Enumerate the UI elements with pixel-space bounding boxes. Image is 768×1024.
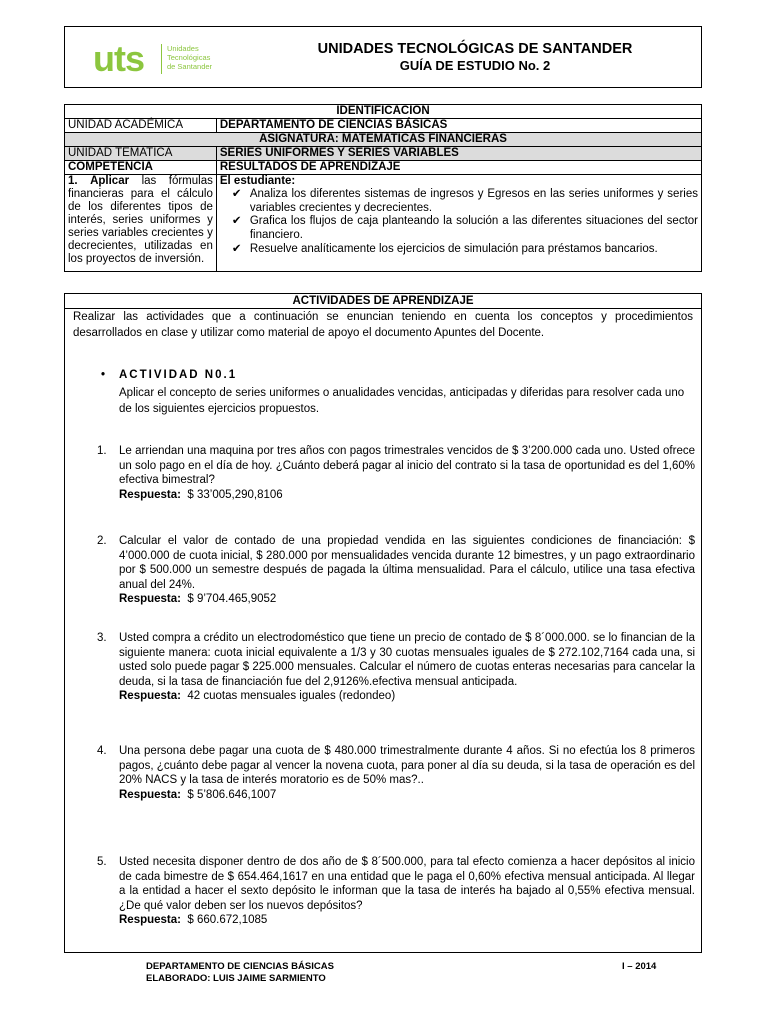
list-item	[220, 188, 698, 215]
list-item	[220, 215, 698, 242]
activity-title	[101, 369, 237, 381]
competencia-text: las fórmulas financieras para el cálculo de los diferentes tipos de interés, series uniformes y series variables crecientes y decrecientes, utilizadas en los proyectos de inversión.	[68, 175, 213, 265]
list-item	[220, 243, 698, 257]
unidad-academica-label: UNIDAD ACADÉMICA	[65, 119, 217, 133]
answer-value: $ 33’005,290,8106	[187, 488, 283, 501]
logo-tag-line-3: de Santander	[167, 62, 213, 71]
answer-value: $ 5’806.646,1007	[187, 788, 277, 801]
activities-heading: ACTIVIDADES DE APRENDIZAJE	[65, 294, 701, 309]
identification-table	[64, 104, 702, 272]
answer-label: Respuesta:	[119, 690, 181, 702]
activities-intro: Realizar las actividades que a continuación se enuncian teniendo en cuenta los conceptos y procedimientos desarrollados en clase y utilizar como material de apoyo el documento Apuntes del Docente.	[73, 311, 693, 339]
resultado-text: Analiza los diferentes sistemas de ingresos y Egresos en las series uniformes y series variables crecientes y decrecientes.	[249, 188, 698, 214]
checkmark-icon: ✔	[231, 215, 242, 228]
competencia-verb: Aplicar	[90, 175, 130, 187]
logo-divider	[161, 44, 162, 74]
activities-box	[64, 293, 702, 953]
answer-label: Respuesta:	[119, 788, 181, 801]
competencia-cell	[65, 175, 217, 272]
logo-tagline	[167, 44, 212, 71]
checkmark-icon: ✔	[231, 242, 242, 255]
checkmark-icon: ✔	[231, 188, 242, 200]
asignatura-row: ASIGNATURA: MATEMATICAS FINANCIERAS	[65, 133, 702, 147]
unidad-academica-value: DEPARTAMENTO DE CIENCIAS BÁSICAS	[216, 119, 701, 133]
exercise-2	[97, 534, 695, 607]
guide-title: GUÍA DE ESTUDIO No. 2	[399, 58, 551, 73]
activity-title-text: ACTIVIDAD N0.1	[119, 369, 238, 381]
exercise-number: 2.	[97, 535, 107, 547]
unidad-tematica-label: UNIDAD TEMATICA	[65, 147, 217, 161]
exercise-answer	[119, 689, 695, 704]
exercise-text: Usted compra a crédito un electrodoméstico que tiene un precio de contado de $ 8´000.000. se lo financian de la siguiente manera: cuota inicial equivalente a 1/3 y 30 cuotas mensuales iguales de $ 272.102,7164 cada una, si usted solo puede pagar $ 225.000 mensuales. Calcular el número de cuotas enteras necesarias para cancelar la deuda, si la tasa de financiación fue del 2,9126%.efectiva mensual anticipada.	[119, 632, 695, 688]
exercise-number: 3.	[97, 632, 107, 644]
exercise-text: Una persona debe pagar una cuota de $ 480.000 trimestralmente durante 4 años. Si no efectúa los 8 primeros pagos, ¿cuánto debe pagar al vencer la novena cuota, para poner al día su deuda, si la tasa de operación es del 20% NACS y la tasa de interés moratorio es de 50% mas?..	[119, 745, 695, 786]
exercise-4	[97, 744, 695, 802]
answer-label: Respuesta:	[119, 914, 181, 926]
estudiante-label: El estudiante:	[219, 175, 296, 187]
exercise-number: 1.	[97, 445, 107, 457]
document-header	[64, 26, 702, 88]
exercise-5	[97, 855, 695, 928]
exercise-text: Calcular el valor de contado de una propiedad vendida en las siguientes condiciones de financiación: $ 4’000.000 de cuota inicial, $ 280.000 por mensualidades vencida durante 12 bimestres, y un pago extraordinario por $ 500.000 un semestre después de pagada la última mensualidad. Para el cálculo, utilice una tasa efectiva anual del 24%.	[119, 535, 695, 591]
competencia-num: 1.	[68, 175, 78, 187]
footer-period: I – 2014	[622, 961, 657, 972]
exercise-answer	[119, 788, 695, 803]
logo-tag-line-2: Tecnológicas	[167, 53, 211, 62]
exercise-1	[97, 444, 695, 502]
answer-value: $ 660.672,1085	[187, 914, 268, 926]
resultados-label: RESULTADOS DE APRENDIZAJE	[216, 161, 701, 175]
resultados-cell	[216, 175, 701, 272]
resultado-text: Grafica los flujos de caja planteando la solución a las diferentes situaciones del sector financiero.	[249, 215, 698, 242]
institution-title: UNIDADES TECNOLÓGICAS DE SANTANDER	[317, 41, 633, 57]
exercise-answer	[119, 592, 695, 607]
logo-mark: uts	[93, 38, 144, 79]
bullet-icon: •	[101, 369, 108, 381]
exercise-number: 4.	[97, 745, 107, 757]
identification-heading: IDENTIFICACION	[65, 105, 702, 119]
activity-description: Aplicar el concepto de series uniformes o anualidades vencidas, anticipadas y diferidas para resolver cada uno de los siguientes ejercicios propuestos.	[119, 387, 685, 415]
logo-tag-line-1: Unidades	[167, 44, 199, 53]
unidad-tematica-value: SERIES UNIFORMES Y SERIES VARIABLES	[216, 147, 701, 161]
exercise-text: Le arriendan una maquina por tres años con pagos trimestrales vencidos de $ 3’200.000 cada uno. Usted ofrece un solo pago en el día de hoy. ¿Cuánto deberá pagar al inicio del contrato si la tasa de oportunidad es del 1,60% efectiva bimestral?	[119, 445, 695, 486]
resultados-list	[220, 188, 698, 257]
answer-value: 42 cuotas mensuales iguales (redondeo)	[187, 690, 396, 702]
answer-label: Respuesta:	[119, 488, 181, 501]
competencia-label: COMPETENCIA	[65, 161, 217, 175]
footer-department: DEPARTAMENTO DE CIENCIAS BÁSICAS	[146, 961, 334, 972]
exercise-answer	[119, 488, 695, 503]
exercise-text: Usted necesita disponer dentro de dos año de $ 8´500.000, para tal efecto comienza a hacer depósitos al inicio de cada bimestre de $ 654.464,1617 en una entidad que le paga el 0,60% efectiva mensual anticipada. Al llegar a la entidad a hacer el sexto depósito le informan que la tasa de interés ha bajado al 0,55% efectiva mensual. ¿De qué valor deben ser los nuevos depósitos?	[119, 856, 695, 912]
footer-author: ELABORADO: LUIS JAIME SARMIENTO	[146, 973, 326, 984]
answer-label: Respuesta:	[119, 593, 181, 605]
answer-value: $ 9’704.465,9052	[187, 593, 277, 605]
exercise-number: 5.	[97, 856, 107, 868]
uts-logo	[93, 39, 253, 79]
exercise-answer	[119, 913, 695, 928]
exercise-3	[97, 631, 695, 704]
resultado-text: Resuelve analíticamente los ejercicios de simulación para préstamos bancarios.	[249, 242, 658, 255]
